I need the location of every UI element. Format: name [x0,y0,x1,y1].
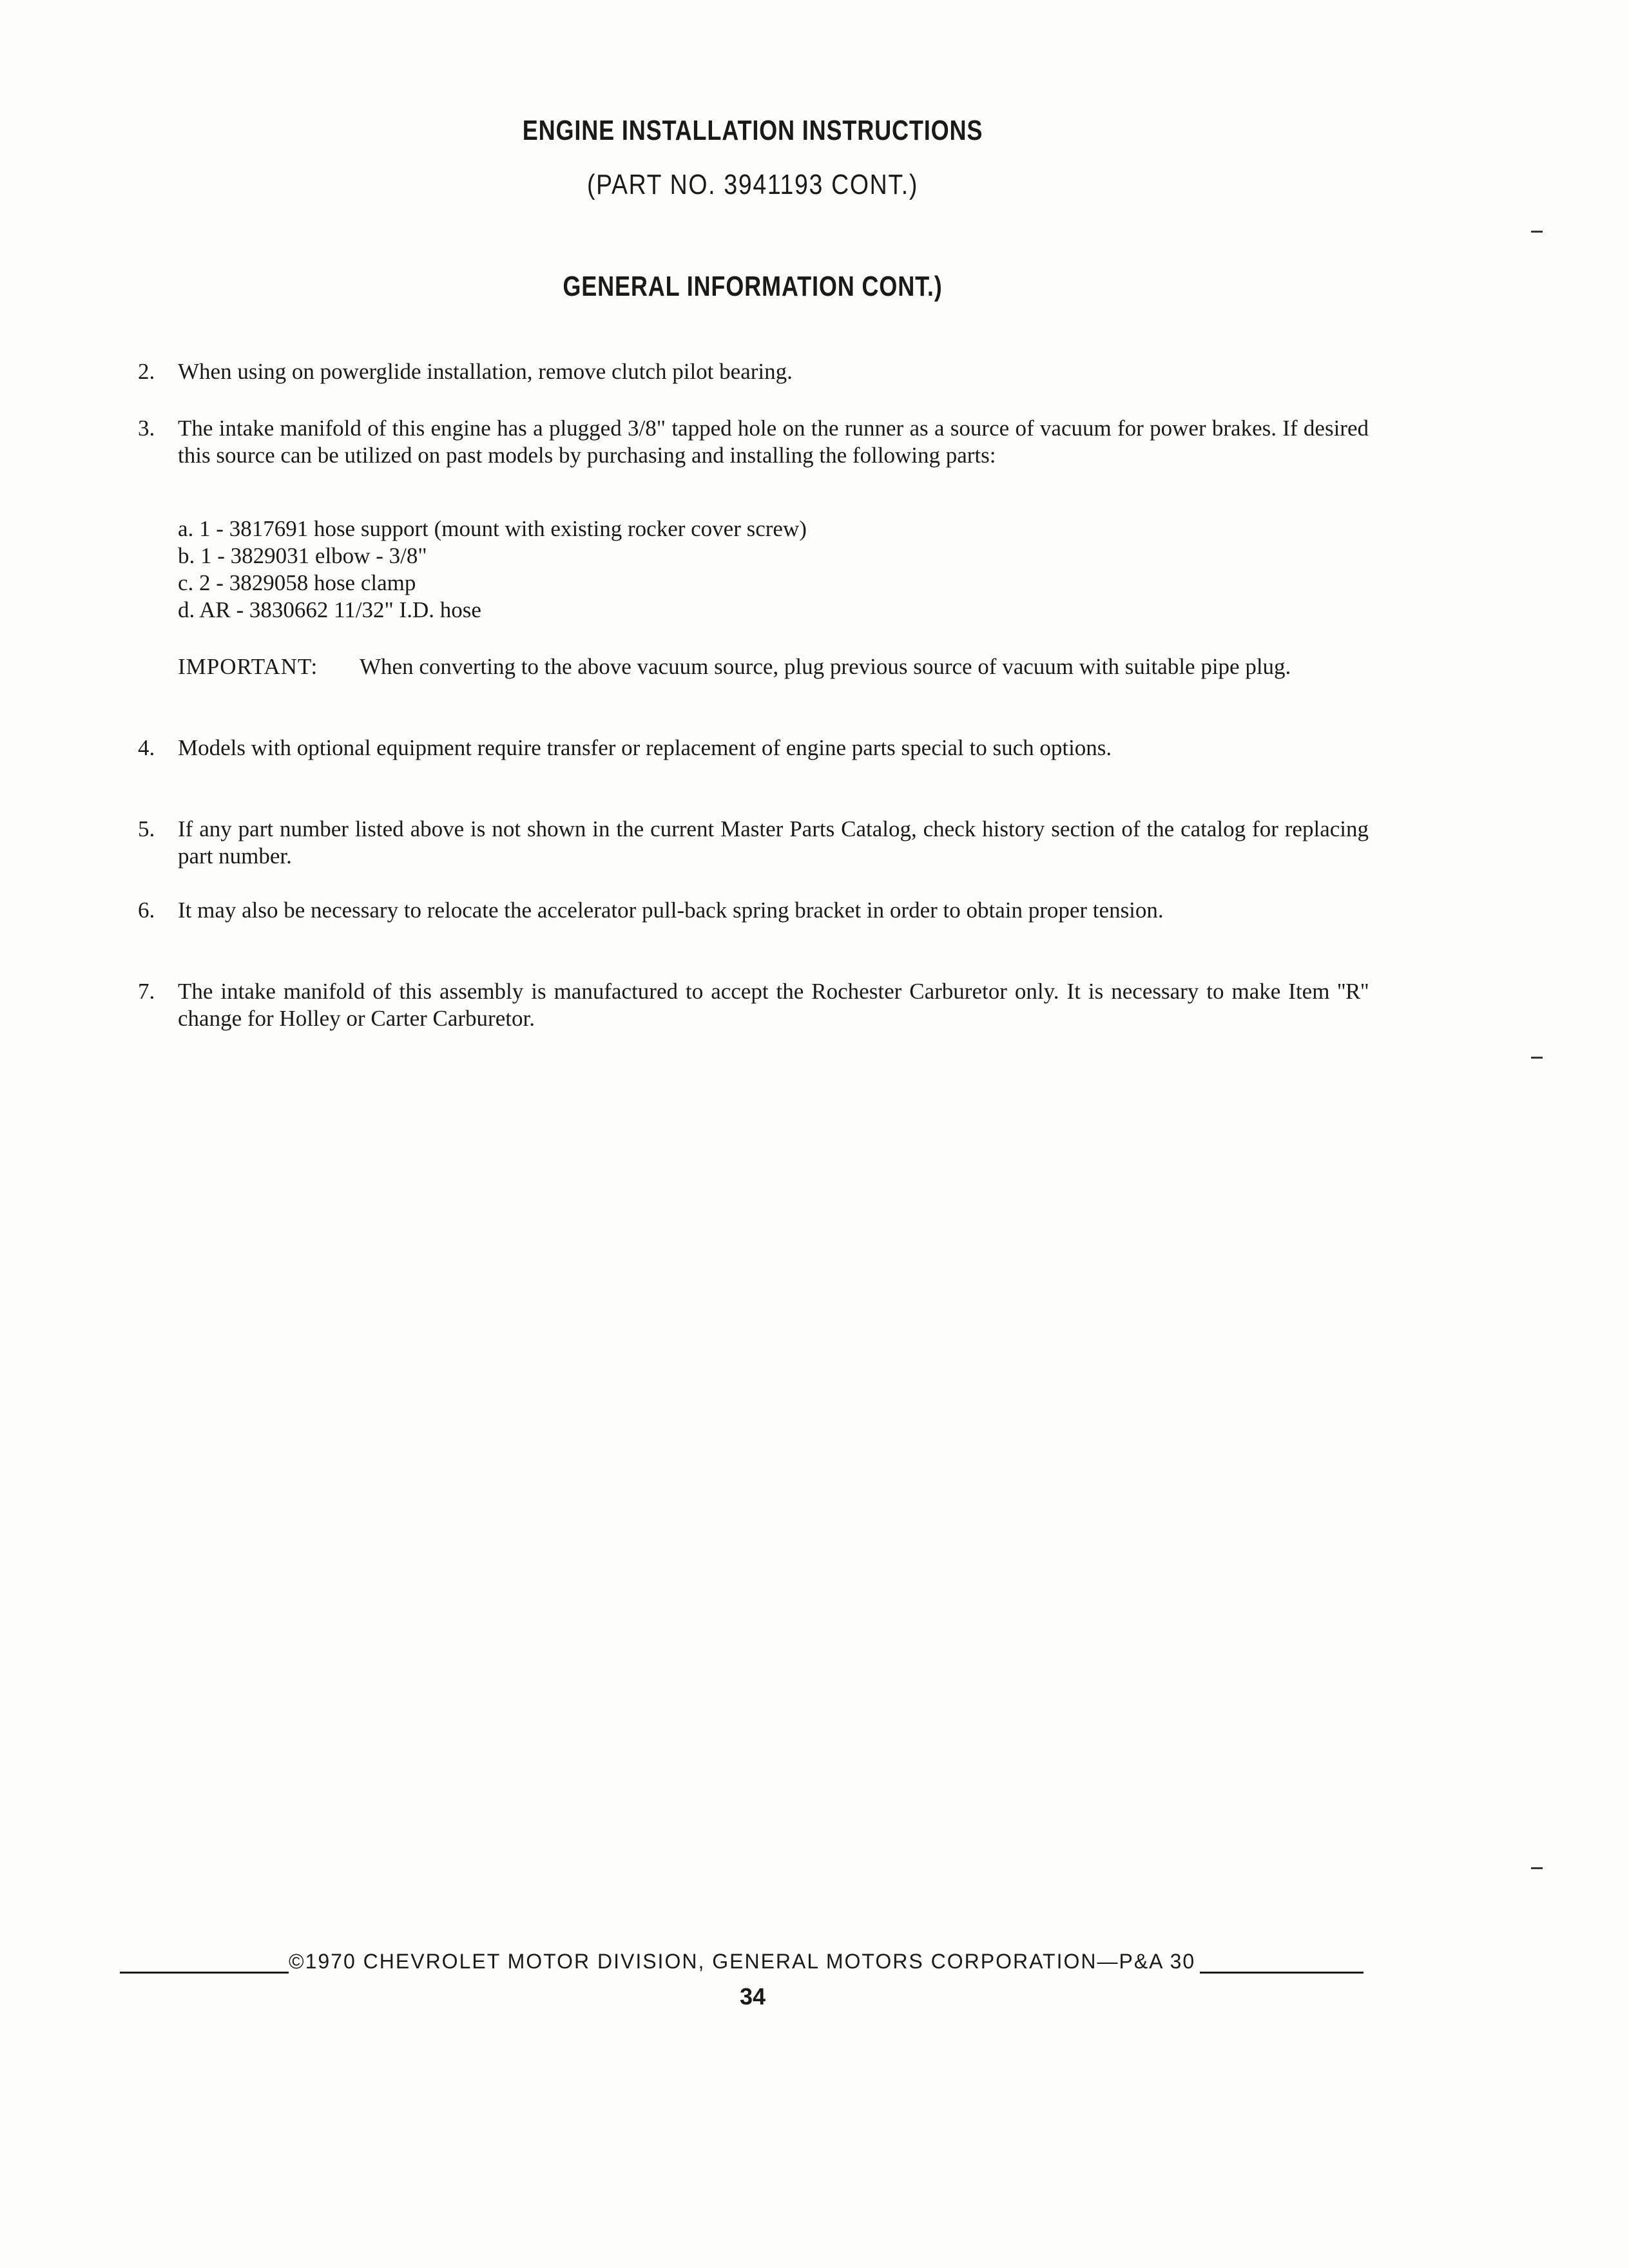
item-number: 4. [138,735,155,760]
section-heading: GENERAL INFORMATION CONT.) [563,271,943,302]
item-number: 3. [138,416,155,441]
item-number: 7. [138,979,155,1004]
document-subtitle: (PART NO. 3941193 CONT.) [586,169,919,200]
item-number: 5. [138,816,155,841]
footer-rule-left [120,1972,289,1974]
edge-mark [1531,1867,1543,1869]
item-text: When using on powerglide installation, remove clutch pilot bearing. [178,359,793,384]
document-title: ENGINE INSTALLATION INSTRUCTIONS [522,115,983,146]
footer-rule-right [1200,1972,1364,1974]
parts-list [178,515,807,624]
item-text: It may also be necessary to relocate the accelerator pull-back spring bracket in order to obtain proper tension. [178,898,1164,923]
item-text: The intake manifold of this engine has a plugged 3/8" tapped hole on the runner as a source of vacuum for power brakes. If desired this source can be utilized on past models by purchasing and installing the following parts: [178,416,1369,468]
item-number: 2. [138,359,155,384]
parts-list-item: d. AR - 3830662 11/32" I.D. hose [178,597,481,622]
edge-mark [1531,1057,1543,1059]
parts-list-item: c. 2 - 3829058 hose clamp [178,570,416,595]
item-text: Models with optional equipment require transfer or replacement of engine parts special to such options. [178,735,1112,760]
footer-copyright: ©1970 CHEVROLET MOTOR DIVISION, GENERAL MOTORS CORPORATION—P&A 30 [289,1950,1196,1973]
item-text: If any part number listed above is not shown in the current Master Parts Catalog, check history section of the catalog for replacing part number. [178,816,1369,869]
edge-mark [1531,231,1543,233]
page-number: 34 [739,1983,766,2010]
important-label: IMPORTANT: [178,654,318,679]
item-text: The intake manifold of this assembly is manufactured to accept the Rochester Carburetor only. It is necessary to make Item ''R'' change for Holley or Carter Carburetor. [178,979,1369,1031]
parts-list-item: b. 1 - 3829031 elbow - 3/8" [178,543,427,568]
parts-list-item: a. 1 - 3817691 hose support (mount with existing rocker cover screw) [178,516,807,541]
important-text: When converting to the above vacuum source, plug previous source of vacuum with suitable pipe plug. [360,654,1291,679]
item-number: 6. [138,898,155,923]
